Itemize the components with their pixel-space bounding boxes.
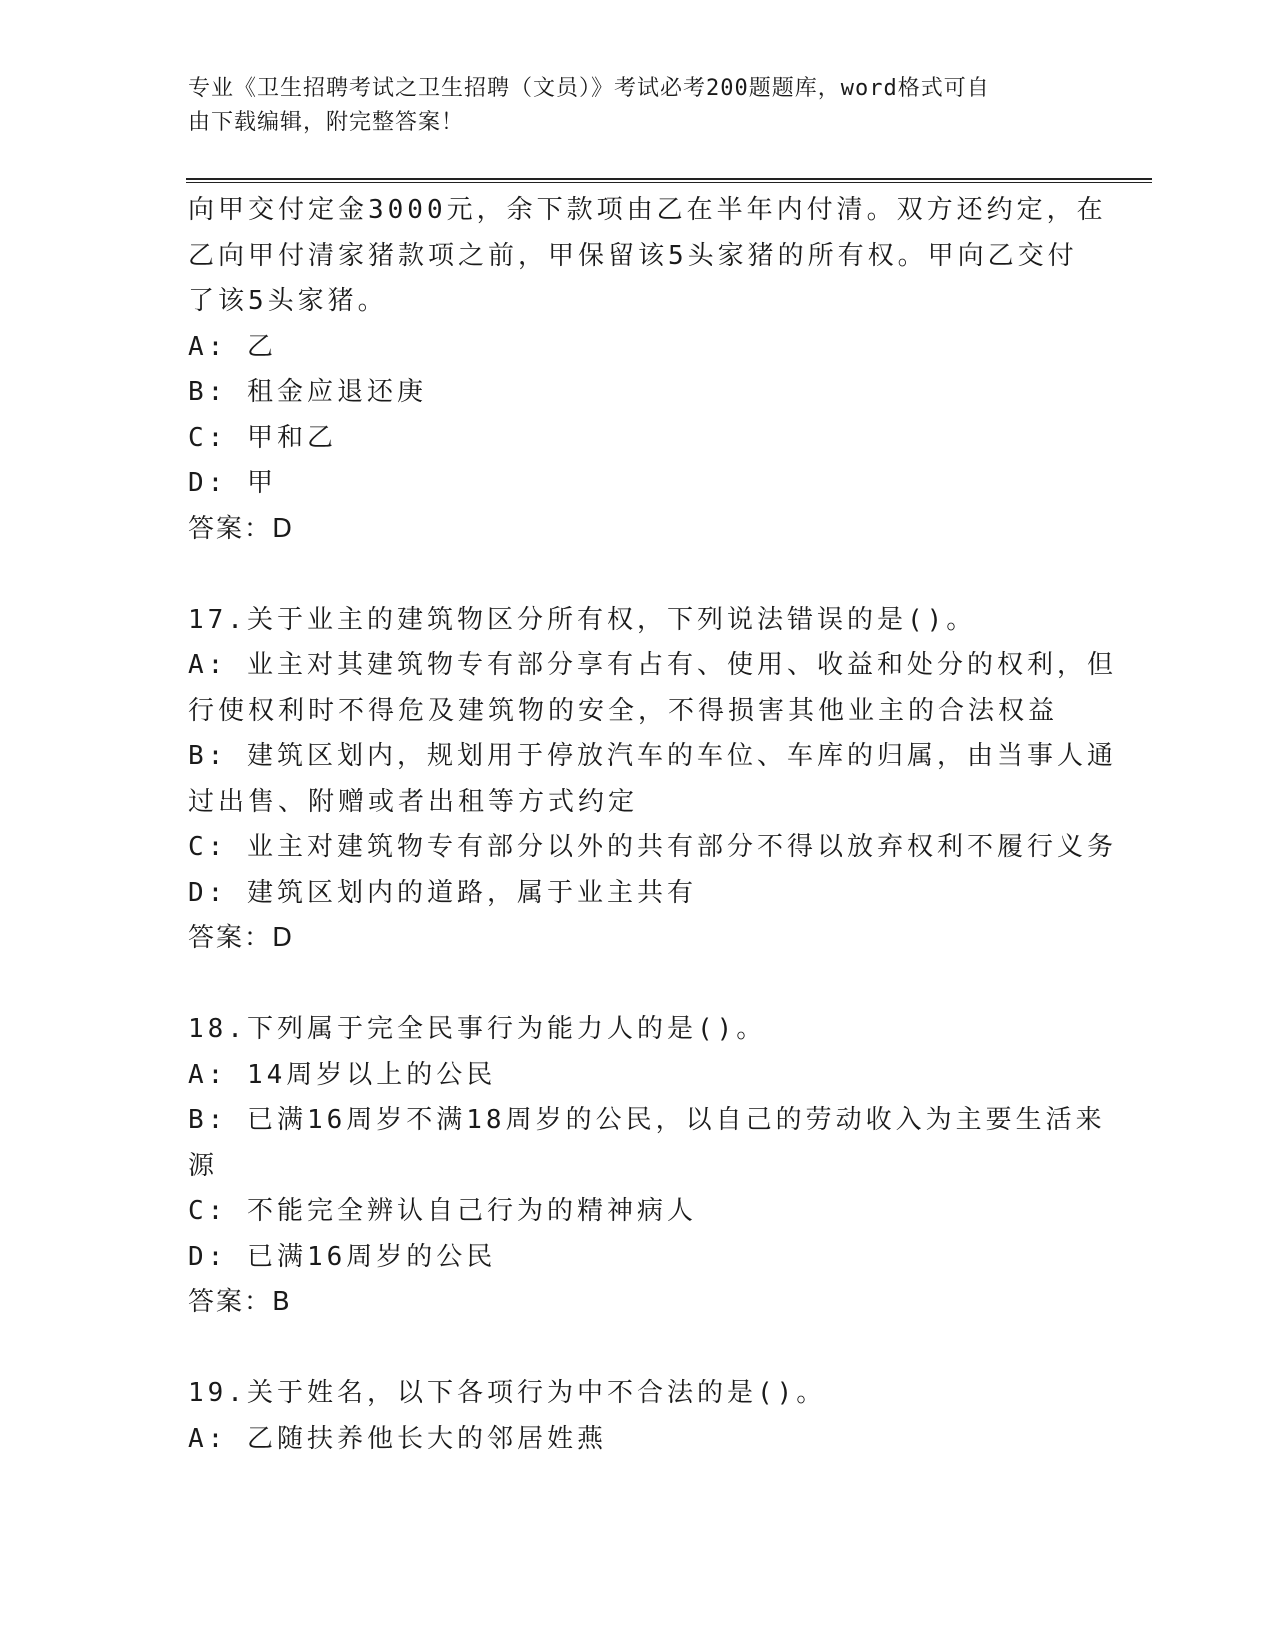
option-d: D: 甲 [188, 468, 277, 498]
header-line-2: 由下载编辑，附完整答案！ [188, 110, 465, 135]
question-stem-line: 了该5头家猪。 [188, 286, 388, 316]
option-b: B: 已满16周岁不满18周岁的公民，以自己的劳动收入为主要生活来 [188, 1105, 1106, 1135]
question-content [188, 188, 1117, 1462]
question-19 [188, 1371, 1088, 1462]
header-line-1: 专业《卫生招聘考试之卫生招聘（文员）》考试必考200题题库，word格式可自 [188, 76, 990, 101]
option-c: C: 不能完全辨认自己行为的精神病人 [188, 1196, 697, 1226]
option-c: C: 甲和乙 [188, 422, 337, 453]
question-spacer [188, 552, 1088, 598]
option-d: D: 建筑区划内的道路，属于业主共有 [188, 877, 697, 908]
answer-line: 答案：D [188, 513, 295, 544]
question-stem-line: 乙向甲付清家猪款项之前，甲保留该5头家猪的所有权。甲向乙交付 [188, 240, 1078, 271]
question-continuation [188, 188, 1107, 552]
question-spacer [188, 1326, 1088, 1372]
option-b: B: 租金应退还庚 [188, 377, 427, 407]
option-c: C: 业主对建筑物专有部分以外的共有部分不得以放弃权利不履行义务 [188, 832, 1117, 862]
question-stem: 18.下列属于完全民事行为能力人的是()。 [188, 1014, 767, 1044]
option-a-continued: 行使权利时不得危及建筑物的安全，不得损害其他业主的合法权益 [188, 695, 1059, 726]
question-18 [188, 1007, 1106, 1326]
header-divider [186, 178, 1152, 183]
question-spacer [188, 962, 1088, 1008]
question-stem-line: 向甲交付定金3000元，余下款项由乙在半年内付清。双方还约定，在 [188, 195, 1107, 225]
option-a: A: 14周岁以上的公民 [188, 1059, 497, 1090]
option-a: A: 业主对其建筑物专有部分享有占有、使用、收益和处分的权利，但 [188, 650, 1117, 680]
option-a: A: 乙 [188, 331, 277, 362]
option-b-continued: 过出售、附赠或者出租等方式约定 [188, 786, 639, 817]
page-header [188, 72, 1068, 140]
answer-line: 答案：D [188, 923, 295, 953]
option-b: B: 建筑区划内，规划用于停放汽车的车位、车库的归属，由当事人通 [188, 741, 1117, 771]
option-b-continued: 源 [188, 1150, 219, 1181]
question-stem: 17.关于业主的建筑物区分所有权，下列说法错误的是()。 [188, 604, 977, 635]
option-d: D: 已满16周岁的公民 [188, 1241, 497, 1272]
question-17 [188, 598, 1117, 962]
option-a: A: 乙随扶养他长大的邻居姓燕 [188, 1423, 607, 1454]
answer-line: 答案：B [188, 1287, 292, 1317]
question-stem: 19.关于姓名，以下各项行为中不合法的是()。 [188, 1378, 827, 1408]
